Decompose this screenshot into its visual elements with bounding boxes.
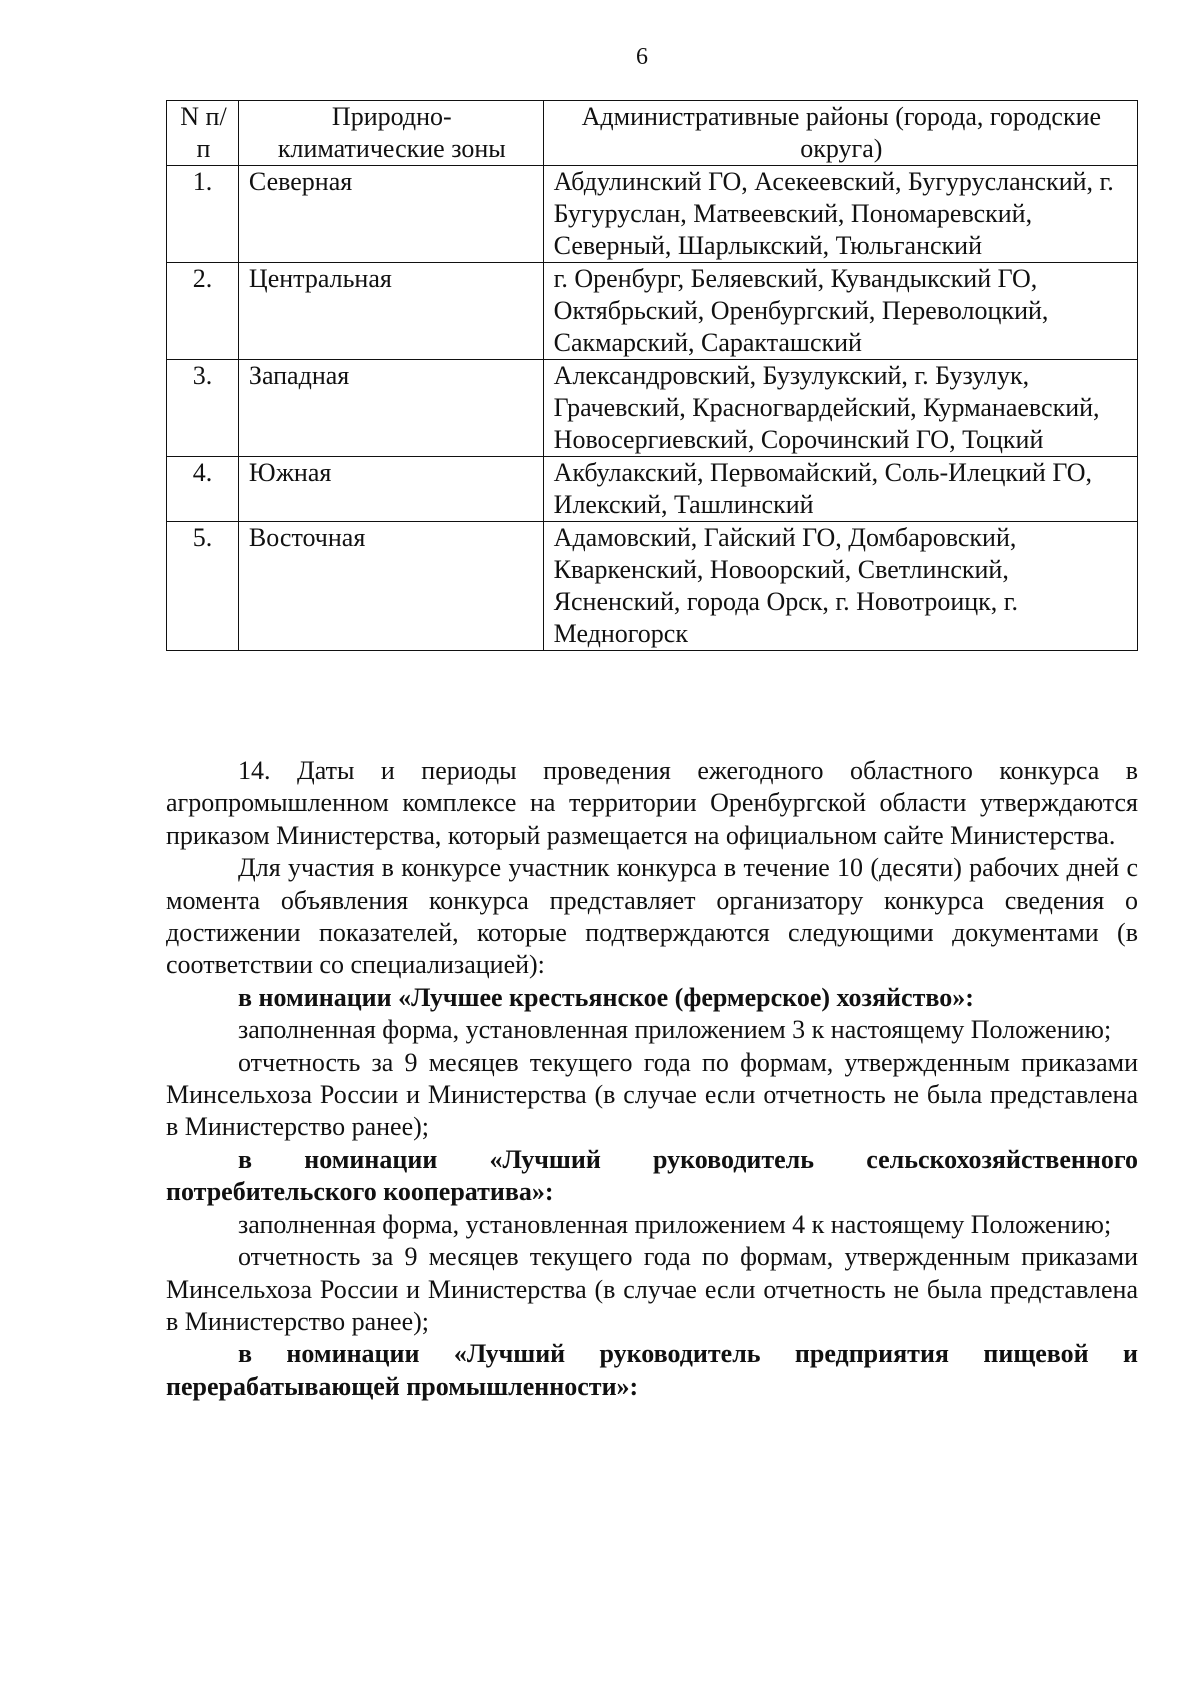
row-districts: Адамовский, Гайский ГО, Домбаровский, Кваркенский, Новоорский, Светлинский, Ясненский, города Орск, г. Новотроицк, г. Медногорск (543, 522, 1137, 651)
row-districts: Акбулакский, Первомайский, Соль-Илецкий ГО, Илекский, Ташлинский (543, 457, 1137, 522)
table-header-row (167, 101, 1138, 166)
table-row (167, 263, 1138, 360)
row-num: 2. (167, 263, 239, 360)
row-districts: Александровский, Бузулукский, г. Бузулук, Грачевский, Красногвардейский, Курманаевский, Новосергиевский, Сорочинский ГО, Тоцкий (543, 360, 1137, 457)
paragraph-reporting-2: отчетность за 9 месяцев текущего года по формам, утвержденным приказами Минсельхоза России и Министерства (в случае если отчетность не была представлена в Министерство ранее); (166, 1242, 1138, 1336)
row-num: 3. (167, 360, 239, 457)
body-text (166, 755, 1138, 1403)
paragraph-participation: Для участия в конкурсе участник конкурса в течение 10 (десяти) рабочих дней с момента объявления конкурса представляет организатору конкурса сведения о достижении показателей, которые подтверждаются следующими документами (в соответствии со специализацией): (166, 853, 1138, 980)
row-num: 5. (167, 522, 239, 651)
header-districts: Административные районы (города, городские округа) (543, 101, 1137, 166)
table-row (167, 360, 1138, 457)
paragraph-form-4: заполненная форма, установленная приложением 4 к настоящему Положению; (238, 1209, 1112, 1239)
header-zone: Природно-климатические зоны (238, 101, 543, 166)
row-zone: Западная (238, 360, 543, 457)
table-row (167, 522, 1138, 651)
paragraph-form-3: заполненная форма, установленная приложением 3 к настоящему Положению; (238, 1015, 1112, 1045)
paragraph-dates: 14. Даты и периоды проведения ежегодного областного конкурса в агропромышленном комплексе на территории Оренбургской области утверждаются приказом Министерства, который размещается на официальном сайте Министерства. (166, 756, 1138, 850)
row-districts: Абдулинский ГО, Асекеевский, Бугурусланский, г. Бугуруслан, Матвеевский, Пономаревский, Северный, Шарлыкский, Тюльганский (543, 166, 1137, 263)
climate-zones-table (166, 100, 1138, 651)
row-districts: г. Оренбург, Беляевский, Кувандыкский ГО, Октябрьский, Оренбургский, Переволоцкий, Сакмарский, Саракташский (543, 263, 1137, 360)
paragraph-reporting-1: отчетность за 9 месяцев текущего года по формам, утвержденным приказами Минсельхоза России и Министерства (в случае если отчетность не была представлена в Министерство ранее); (166, 1047, 1138, 1142)
row-zone: Восточная (238, 522, 543, 651)
nomination-heading-farm: в номинации «Лучшее крестьянское (фермерское) хозяйство»: (238, 982, 974, 1012)
header-num: N п/п (167, 101, 239, 166)
row-zone: Южная (238, 457, 543, 522)
row-zone: Северная (238, 166, 543, 263)
nomination-heading-food-industry: в номинации «Лучший руководитель предприятия пищевой и перерабатывающей промышленности»: (166, 1339, 1138, 1401)
table-row (167, 166, 1138, 263)
table-row (167, 457, 1138, 522)
page-number: 6 (636, 44, 648, 70)
row-num: 4. (167, 457, 239, 522)
row-num: 1. (167, 166, 239, 263)
row-zone: Центральная (238, 263, 543, 360)
nomination-heading-cooperative: в номинации «Лучший руководитель сельскохозяйственного потребительского кооператива»: (166, 1144, 1138, 1207)
